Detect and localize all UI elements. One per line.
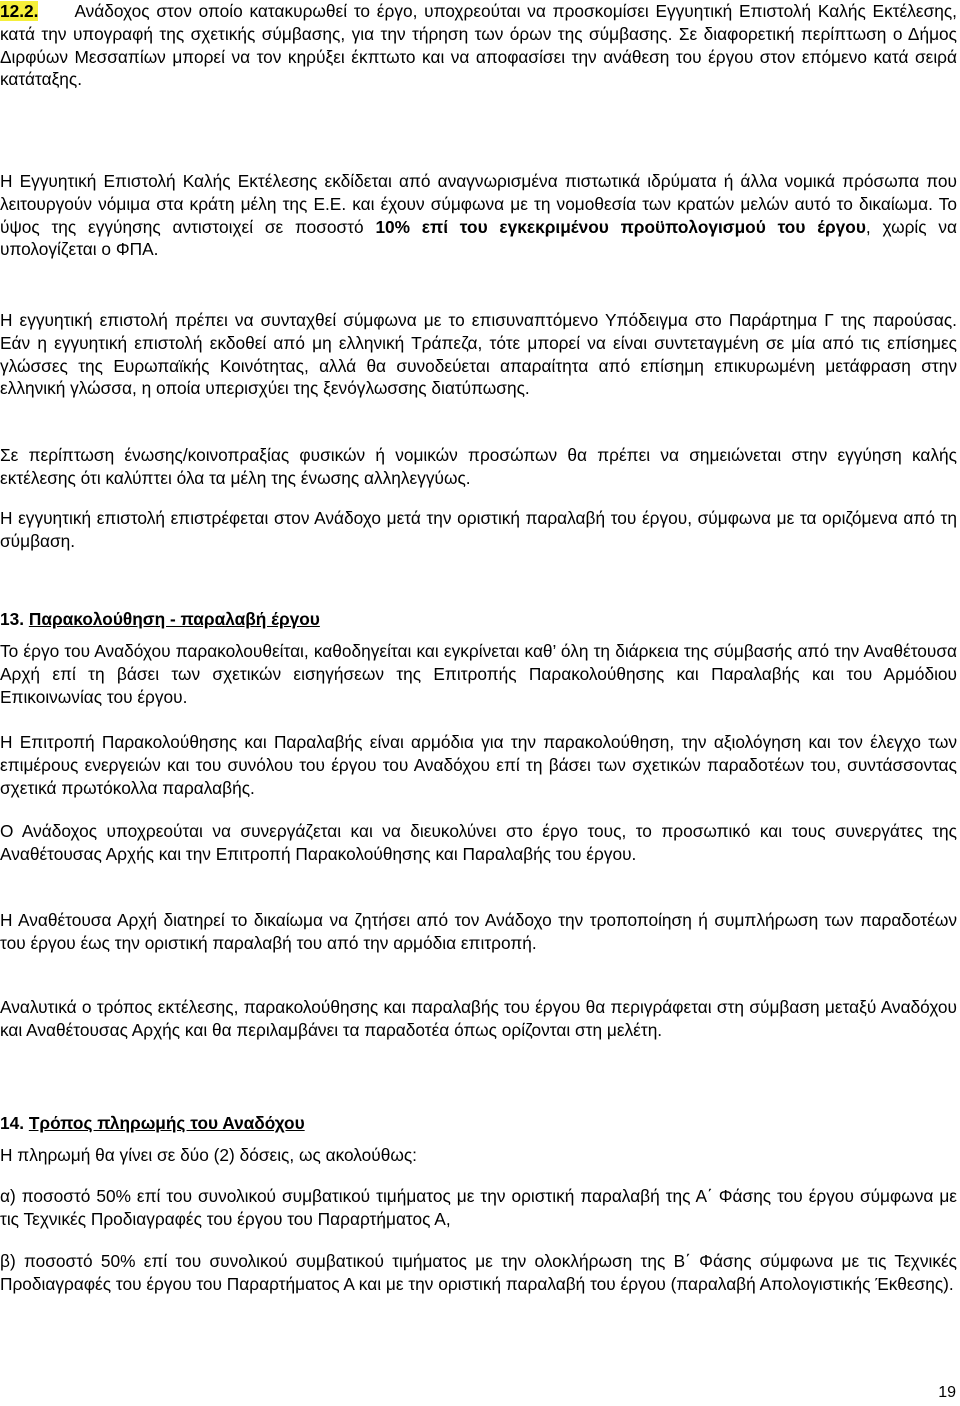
paragraph-guarantee-return: Η εγγυητική επιστολή επιστρέφεται στον Ανάδοχο μετά την οριστική παραλαβή του έργου, σύμφωνα με τα οριζόμενα από τη σύμβαση. — [0, 508, 957, 551]
paragraph: Αναλυτικά ο τρόπος εκτέλεσης, παρακολούθησης και παραλαβής του έργου θα περιγράφεται στη σύμβαση μεταξύ Αναδόχου και Αναθέτουσας Αρχής και θα περιλαμβάνει τα παραδοτέα όπως ορίζονται στη μελέτη. — [0, 997, 957, 1040]
section-heading-14 — [0, 1112, 957, 1135]
paragraph-guarantee-issuer — [0, 170, 957, 261]
paragraph: Το έργο του Αναδόχου παρακολουθείται, καθοδηγείται και εγκρίνεται καθ’ όλη τη διάρκεια της σύμβασής από την Αναθέτουσα Αρχή επί τη βάσει των σχετικών εισηγήσεων της Επιτροπής Παρακολούθησης και Παραλαβής και του Αρμόδιου Επικοινωνίας του έργου. — [0, 641, 957, 707]
paragraph-text: Ανάδοχος στον οποίο κατακυρωθεί το έργο, υποχρεούται να προσκομίσει Εγγυητική Επιστολή Καλής Εκτέλεσης, κατά την υπογραφή της σχετικής σύμβασης, για την τήρηση των όρων της σύμβασης. Σε διαφορετική περίπτωση ο Δήμος Διρφύων Μεσσαπίων μπορεί να τον κηρύξει έκπτωτο και να αποφασίσει την ανάθεση του έργου στον επόμενο κατά σειρά κατάταξης. — [0, 1, 957, 90]
paragraph-guarantee-template: Η εγγυητική επιστολή πρέπει να συνταχθεί σύμφωνα με το επισυναπτόμενο Υπόδειγμα στο Παράρτημα Γ της παρούσας. Εάν η εγγυητική επιστολή εκδοθεί από μη ελληνική Τράπεζα, τότε μπορεί να είναι συντεταγμένη σε μία από τις επίσημες γλώσσες της Ευρωπαϊκής Κοινότητας, αλλά θα συνοδεύεται απαραίτητα από επίσημη επικυρωμένη μετάφραση στην ελληνική γλώσσα, η οποία υπερισχύει της ξενόγλωσσης διατύπωσης. — [0, 310, 957, 399]
list-item-payment-b: β) ποσοστό 50% επί του συνολικού συμβατικού τιμήματος με την ολοκλήρωση της Β΄ Φάσης σύμφωνα με τις Τεχνικές Προδιαγραφές του έργου του Παραρτήματος Α και με την οριστική παραλαβή του έργου (παραλαβή Απολογιστικής Έκθεσης). — [0, 1251, 957, 1294]
paragraph-joint-venture: Σε περίπτωση ένωσης/κοινοπραξίας φυσικών ή νομικών προσώπων θα πρέπει να σημειώνεται στην εγγύηση καλής εκτέλεσης ότι καλύπτει όλα τα μέλη της ένωσης αλληλεγγύως. — [0, 445, 957, 488]
section-number: 14. — [0, 1113, 25, 1133]
paragraph: Η πληρωμή θα γίνει σε δύο (2) δόσεις, ως ακολούθως: — [0, 1145, 417, 1165]
section-title: Παρακολούθηση - παραλαβή έργου — [28, 609, 320, 629]
section-heading-13 — [0, 608, 957, 631]
paragraph: Ο Ανάδοχος υποχρεούται να συνεργάζεται και να διευκολύνει στο έργο τους, το προσωπικό και τους συνεργάτες της Αναθέτουσας Αρχής και την Επιτροπή Παρακολούθησης και Παραλαβής του έργου. — [0, 821, 957, 864]
paragraph: Η Αναθέτουσα Αρχή διατηρεί το δικαίωμα να ζητήσει από τον Ανάδοχο την τροποποίηση ή συμπλήρωση των παραδοτέων του έργου έως την οριστική παραλαβή του από την αρμόδια επιτροπή. — [0, 910, 957, 953]
section-title: Τρόπος πληρωμής του Αναδόχου — [28, 1113, 305, 1133]
page-number: 19 — [938, 1384, 956, 1401]
paragraph-12-2-intro — [0, 0, 957, 91]
paragraph-text: , χωρίς να υπολογίζεται ο ΦΠΑ. — [0, 216, 957, 260]
paragraph-text: Η Εγγυητική Επιστολή Καλής Εκτέλεσης εκδίδεται από αναγνωρισμένα πιστωτικά ιδρύματα ή άλλα νομικά πρόσωπα που λειτουργούν νόμιμα στα κράτη μέλη της Ε.Ε. και έχουν σύμφωνα με τη νομοθεσία των κρατών μελών αυτό το δικαίωμα. Το ύψος της εγγύησης αντιστοιχεί σε ποσοστό — [0, 171, 957, 237]
guarantee-percentage: 10% επί του εγκεκριμένου προϋπολογισμού του έργου — [375, 216, 866, 237]
paragraph: Η Επιτροπή Παρακολούθησης και Παραλαβής είναι αρμόδια για την παρακολούθηση, την αξιολόγηση και τον έλεγχο των επιμέρους ενεργειών και του συνόλου του έργου του Αναδόχου επί τη βάσει των σχετικών παραδοτέων του, συντάσσοντας σχετικά πρωτόκολλα παραλαβής. — [0, 732, 957, 798]
section-number-12-2: 12.2. — [0, 1, 39, 21]
list-item-payment-a: α) ποσοστό 50% επί του συνολικού συμβατικού τιμήματος με την οριστική παραλαβή της Α΄ Φάσης του έργου σύμφωνα με τις Τεχνικές Προδιαγραφές του έργου του Παραρτήματος Α, — [0, 1186, 957, 1229]
section-number: 13. — [0, 609, 25, 629]
